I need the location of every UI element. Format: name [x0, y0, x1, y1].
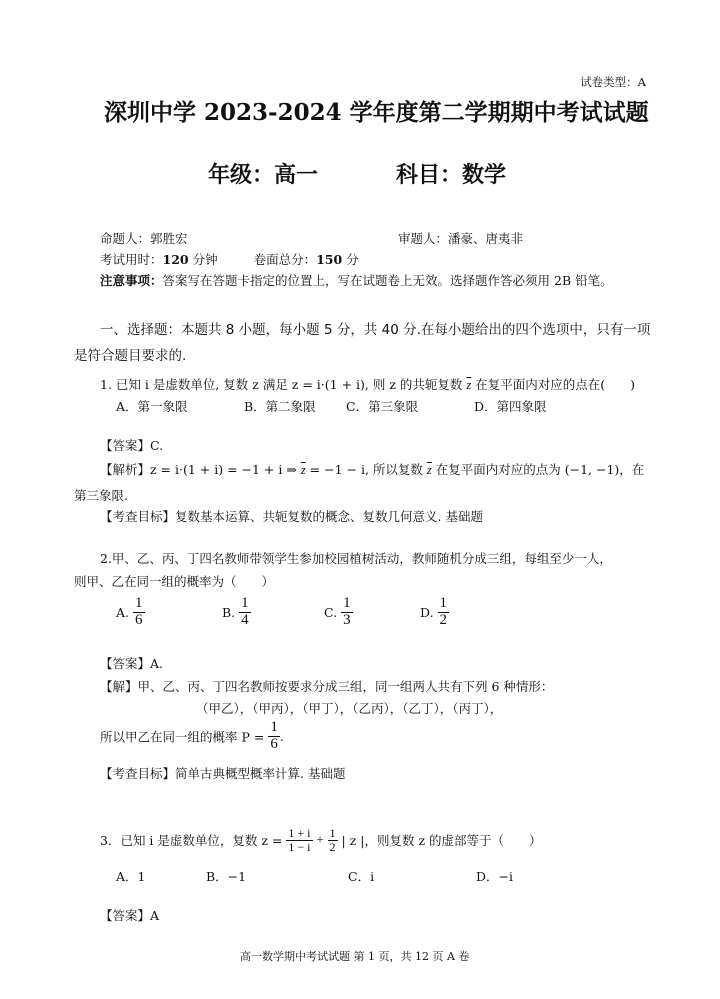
q3-stem-post: | z |，则复数 z 的虚部等于（ ） [341, 833, 542, 849]
q3-plus: + [316, 832, 324, 847]
q3-option-b: B．−1 [206, 869, 247, 884]
exam-info [100, 250, 359, 268]
q2-option-c-fraction [341, 596, 353, 629]
q2-option-a [116, 596, 145, 629]
notice [100, 271, 613, 289]
q2-option-b-label: B. [222, 604, 236, 620]
q2-option-c-den: 3 [343, 611, 351, 628]
q2-conclusion-post: . [279, 728, 284, 744]
setter: 命题人：郭胜宏 [100, 231, 188, 246]
q3-option-c: C．i [348, 869, 375, 884]
exam-time-unit: 分钟 [192, 252, 218, 267]
q2-option-c-num: 1 [343, 595, 351, 611]
q1-option-b: B．第二象限 [244, 399, 316, 414]
q1-option-c: C．第三象限 [346, 399, 419, 414]
q3-fraction-2-den: 2 [329, 839, 336, 854]
q2-target: 【考查目标】简单古典概型概率计算. 基础题 [100, 766, 346, 781]
q2-conclusion-den: 6 [270, 735, 278, 752]
q2-option-a-num: 1 [135, 595, 143, 611]
exam-time-label: 考试用时： [100, 252, 163, 267]
q1-analysis-pre: 【解析】z = i·(1 + i) = −1 + i ⇒ [100, 462, 297, 477]
q3-answer: 【答案】A [100, 908, 160, 923]
q3-fraction-1-den: 1 − i [288, 839, 311, 854]
q1-analysis-zbar: $\overline{z}$ [300, 463, 306, 477]
page-footer: 高一数学期中考试试题 第 1 页，共 12 页 A 卷 [240, 950, 470, 963]
q2-option-c [324, 596, 353, 629]
q2-cases: （甲乙），（甲丙），（甲丁），（乙丙），（乙丁），（丙丁）， [196, 701, 503, 716]
q1-target: 【考查目标】复数基本运算、共轭复数的概念、复数几何意义. 基础题 [100, 509, 483, 524]
q2-solution: 【解】甲、乙、丙、丁四名教师按要求分成三组，同一组两人共有下列 6 种情形： [100, 679, 554, 694]
q1-analysis [100, 460, 644, 478]
q1-option-d: D．第四象限 [474, 399, 547, 414]
q2-option-b-num: 1 [241, 595, 249, 611]
q1-conjugate-z: $\overline{z}$ [466, 378, 472, 392]
exam-time-value: 120 [162, 252, 189, 267]
q2-conclusion-pre: 所以甲乙在同一组的概率 P = [100, 729, 265, 745]
q3-option-a: A．1 [116, 869, 146, 884]
q1-analysis-line2: 第三象限. [74, 488, 128, 503]
paper-type: 试卷类型：A [580, 75, 646, 89]
q2-option-d-fraction [438, 596, 450, 629]
q2-conclusion [100, 720, 284, 753]
q2-option-b-den: 4 [241, 611, 249, 628]
q2-conclusion-fraction [268, 720, 280, 753]
q2-answer: 【答案】A. [100, 656, 164, 671]
q2-stem-line2: 则甲、乙在同一组的概率为（ ） [74, 574, 275, 589]
score-value: 150 [316, 252, 343, 267]
q3-fraction-1 [286, 827, 312, 853]
q3-fraction-2-num: 1 [329, 826, 336, 840]
q3-stem-pre: 3．已知 i 是虚数单位，复数 z = [100, 833, 283, 849]
q1-answer: 【答案】C. [100, 438, 164, 453]
q2-option-d-label: D. [420, 604, 434, 620]
q2-option-c-label: C. [324, 604, 338, 620]
subject-label: 科目：数学 [396, 163, 507, 188]
q3-fraction-2 [328, 827, 338, 853]
q1-analysis-mid: = −1 − i, 所以复数 [309, 462, 423, 477]
notice-label: 注意事项： [100, 273, 163, 288]
exam-title: 深圳中学 2023-2024 学年度第二学期期中考试试题 [104, 99, 649, 126]
q3-stem [100, 827, 542, 853]
q2-option-a-fraction [133, 596, 145, 629]
q1-analysis-zbar-2: $\overline{z}$ [426, 463, 432, 477]
q2-option-b-fraction [239, 596, 251, 629]
q2-conclusion-num: 1 [270, 719, 278, 735]
q1-stem-pre: 1. 已知 i 是虚数单位, 复数 z 满足 z = i·(1 + i), 则 z 的共轭复数 [100, 377, 463, 392]
q2-option-d-den: 2 [439, 611, 448, 628]
reviewer: 审题人：潘豪、唐夷非 [398, 231, 524, 246]
q2-stem-line1: 2.甲、乙、丙、丁四名教师带领学生参加校园植树活动，教师随机分成三组，每组至少一人， [100, 551, 612, 566]
notice-text: 答案写在答题卡指定的位置上，写在试题卷上无效。选择题作答必须用 2B 铅笔。 [162, 273, 613, 288]
q1-stem [100, 375, 635, 393]
q3-fraction-1-num: 1 + i [288, 826, 311, 840]
q2-option-d [420, 596, 449, 629]
q2-option-b [222, 596, 251, 629]
q1-option-a: A．第一象限 [116, 399, 188, 414]
q2-option-a-den: 6 [135, 611, 143, 628]
section1-heading-line2: 是符合题目要求的. [74, 348, 187, 364]
q1-stem-post: 在复平面内对应的点在( ) [475, 377, 635, 392]
section1-heading-line1: 一、选择题：本题共 8 小题，每小题 5 分，共 40 分.在每小题给出的四个选项中，只有一项 [100, 322, 651, 338]
q2-option-d-num: 1 [439, 595, 448, 611]
grade-label: 年级：高一 [208, 163, 319, 188]
q1-analysis-post: 在复平面内对应的点为 (−1, −1)，在 [435, 462, 645, 477]
score-label: 卷面总分： [253, 252, 317, 267]
q3-option-d: D．−i [476, 869, 513, 884]
score-unit: 分 [346, 252, 359, 267]
q2-option-a-label: A. [116, 604, 130, 620]
